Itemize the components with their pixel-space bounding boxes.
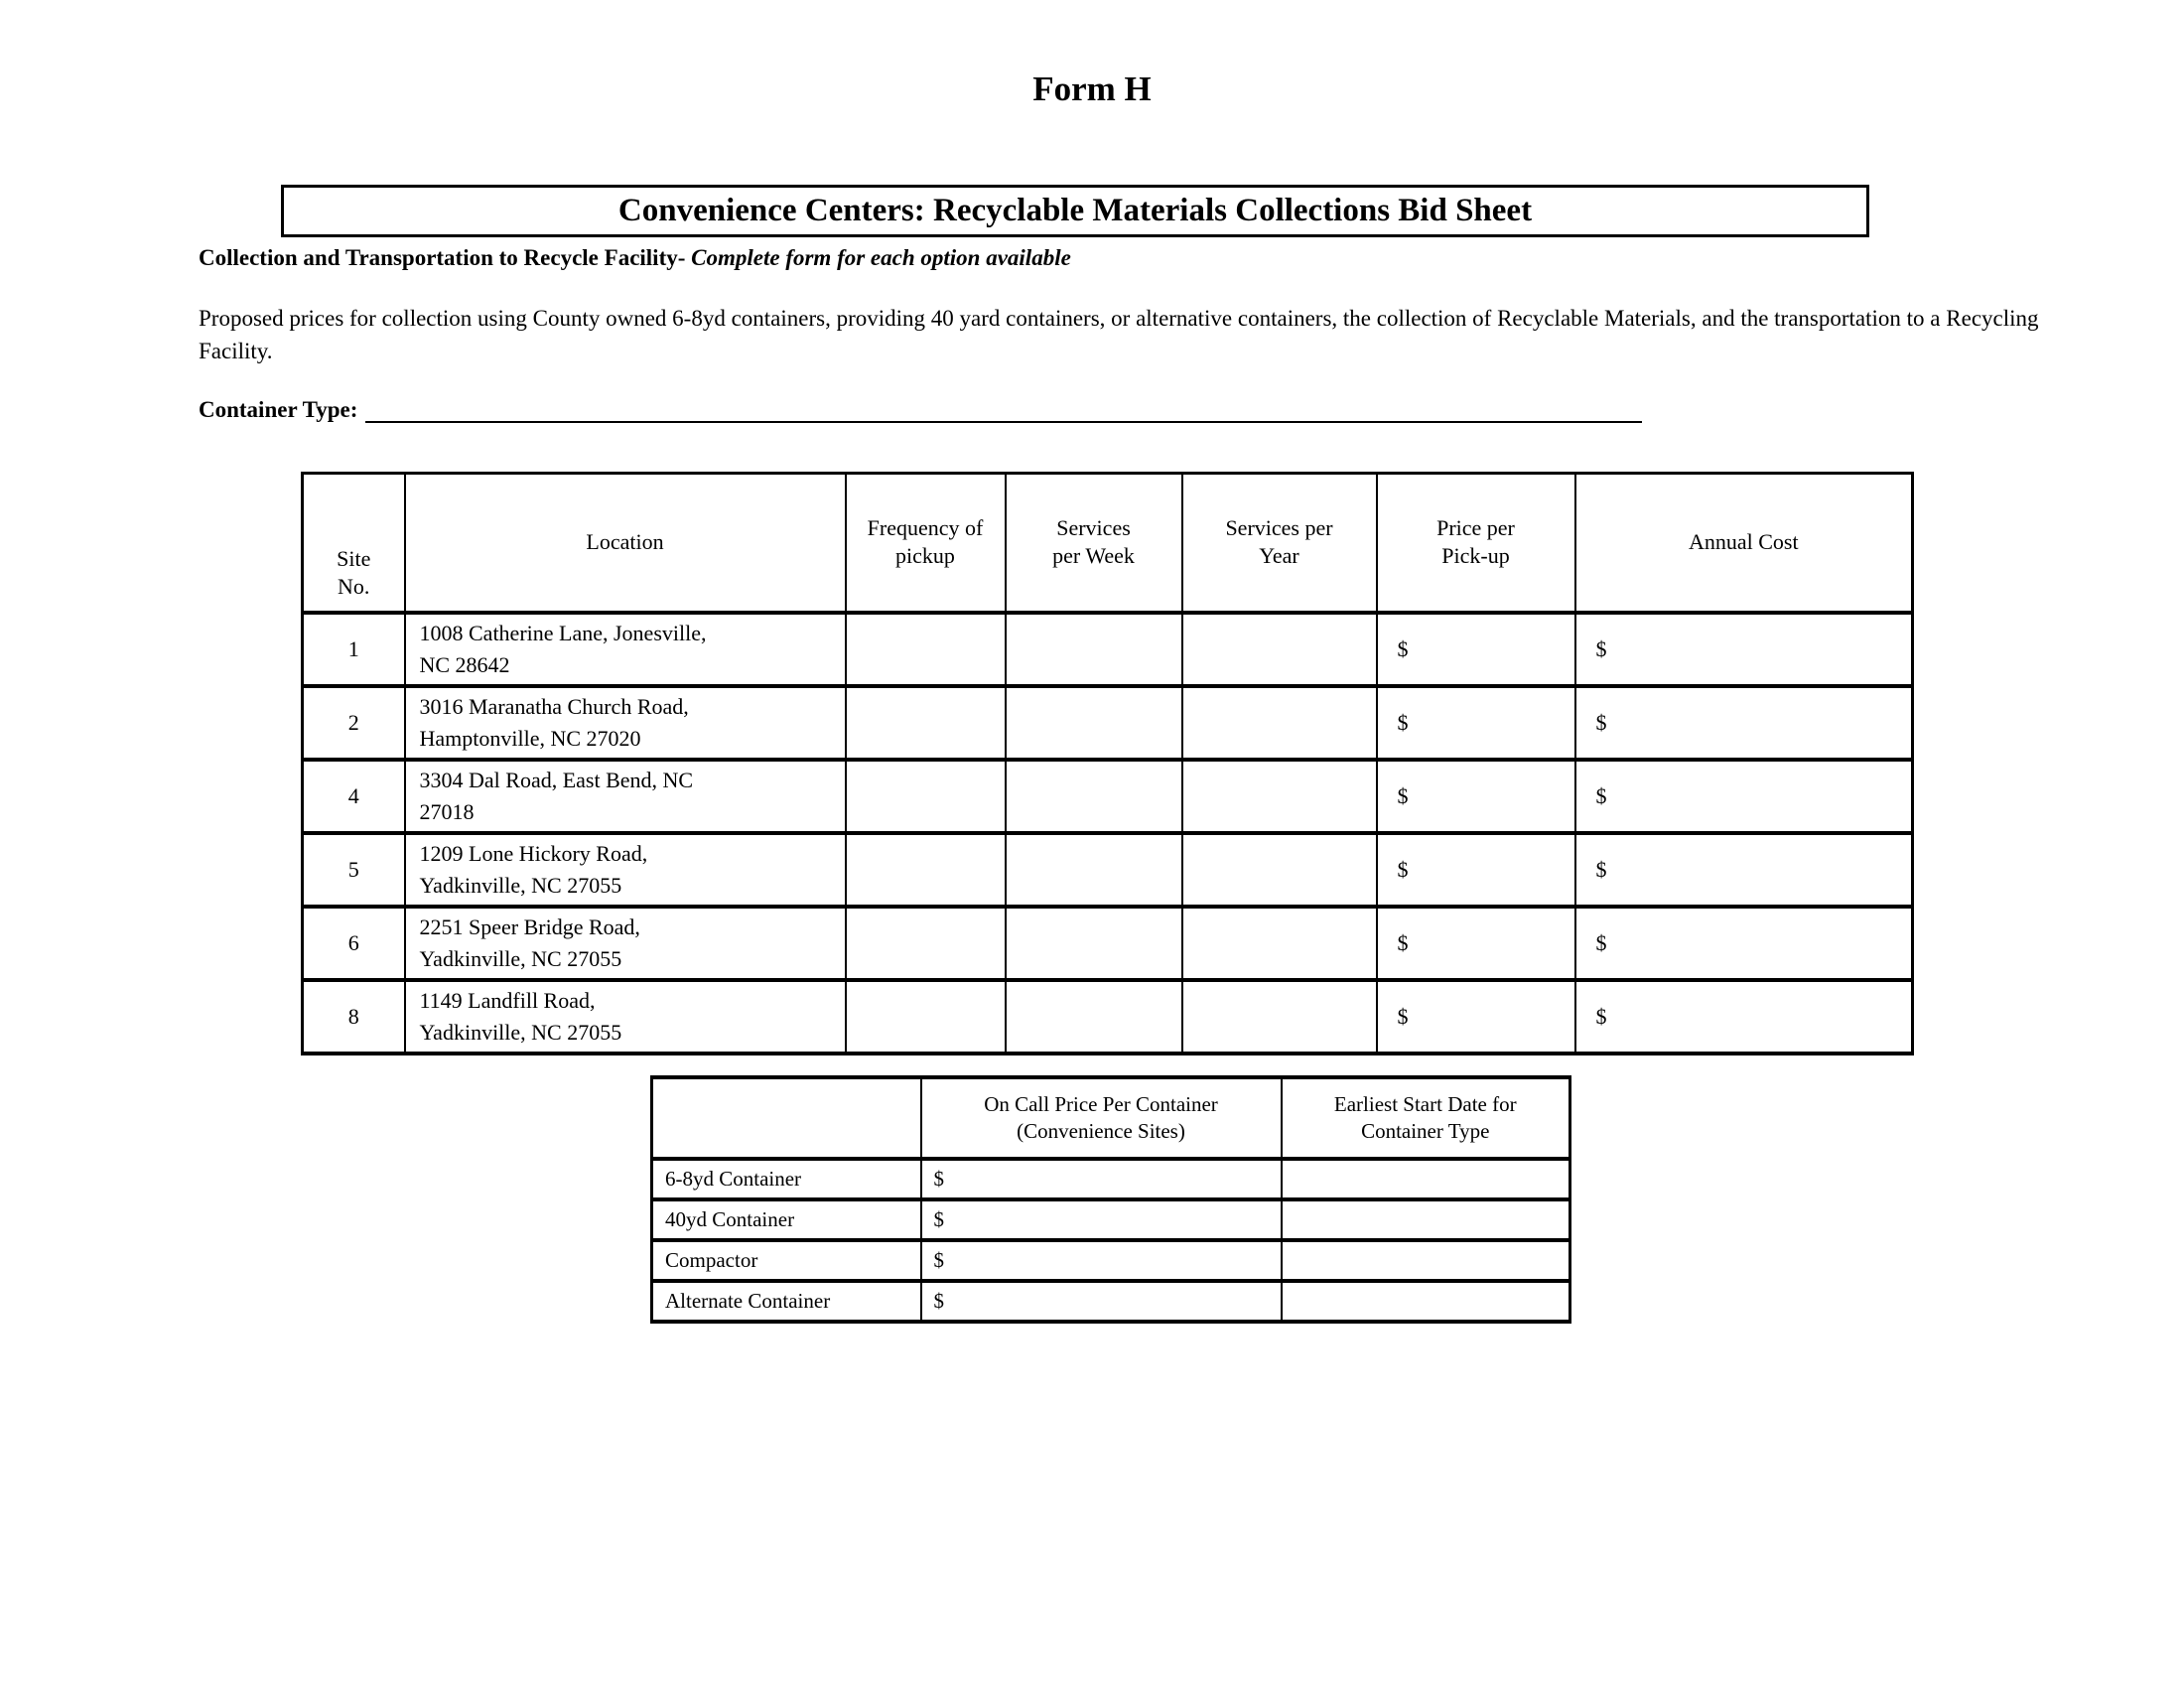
dollar-sign: $ <box>1595 709 1607 735</box>
services-week-input-cell[interactable] <box>1006 907 1182 980</box>
site-no-cell: 5 <box>303 833 405 907</box>
annual-cost-input-cell[interactable] <box>1575 686 1913 760</box>
services-week-input-cell[interactable] <box>1006 833 1182 907</box>
services-week-input-cell[interactable] <box>1006 760 1182 833</box>
table-row-site-1 <box>303 613 1913 686</box>
location-cell: 3304 Dal Road, East Bend, NC 27018 <box>405 760 846 833</box>
container-label: 40yd Container <box>652 1199 921 1240</box>
location-cell: 2251 Speer Bridge Road, Yadkinville, NC 27055 <box>405 907 846 980</box>
location-cell: 1149 Landfill Road, Yadkinville, NC 27055 <box>405 980 846 1054</box>
header-services-per-week: Services per Week <box>1006 474 1182 613</box>
dollar-sign: $ <box>1397 782 1409 808</box>
price-per-pickup-input-cell[interactable] <box>1377 613 1575 686</box>
site-no-cell: 2 <box>303 686 405 760</box>
services-year-input-cell[interactable] <box>1182 760 1377 833</box>
start-date-input-cell[interactable] <box>1282 1240 1570 1281</box>
table-row-site-2 <box>303 686 1913 760</box>
location-cell: 1209 Lone Hickory Road, Yadkinville, NC 27055 <box>405 833 846 907</box>
header-blank <box>652 1077 921 1159</box>
container-type-fill-in-line[interactable] <box>365 393 1642 423</box>
header-frequency: Frequency of pickup <box>846 474 1006 613</box>
container-type-row <box>199 393 1642 423</box>
header-price-per-pickup: Price per Pick-up <box>1377 474 1575 613</box>
annual-cost-input-cell[interactable] <box>1575 980 1913 1054</box>
services-year-input-cell[interactable] <box>1182 613 1377 686</box>
subtitle-italic-text: Complete form for each option available <box>691 245 1071 270</box>
dollar-sign: $ <box>1595 635 1607 661</box>
on-call-row-40yd <box>652 1199 1570 1240</box>
site-no-cell: 4 <box>303 760 405 833</box>
services-week-input-cell[interactable] <box>1006 980 1182 1054</box>
frequency-input-cell[interactable] <box>846 833 1006 907</box>
frequency-input-cell[interactable] <box>846 980 1006 1054</box>
services-year-input-cell[interactable] <box>1182 833 1377 907</box>
on-call-price-input-cell[interactable] <box>921 1159 1282 1199</box>
table-row-site-6 <box>303 907 1913 980</box>
dollar-sign: $ <box>1397 1003 1409 1029</box>
subtitle <box>199 245 1071 271</box>
bid-table-header-row <box>303 474 1913 613</box>
start-date-input-cell[interactable] <box>1282 1281 1570 1322</box>
services-year-input-cell[interactable] <box>1182 686 1377 760</box>
dollar-sign: $ <box>1397 709 1409 735</box>
annual-cost-input-cell[interactable] <box>1575 613 1913 686</box>
frequency-input-cell[interactable] <box>846 760 1006 833</box>
on-call-price-table <box>650 1075 1571 1324</box>
on-call-header-row <box>652 1077 1570 1159</box>
subtitle-bold-text: Collection and Transportation to Recycle Facility- <box>199 245 686 270</box>
dollar-sign: $ <box>1397 929 1409 955</box>
location-cell: 3016 Maranatha Church Road, Hamptonville, NC 27020 <box>405 686 846 760</box>
container-type-label: Container Type: <box>199 397 358 422</box>
header-earliest-start-date: Earliest Start Date for Container Type <box>1282 1077 1570 1159</box>
container-label: Compactor <box>652 1240 921 1281</box>
price-per-pickup-input-cell[interactable] <box>1377 686 1575 760</box>
header-on-call-price: On Call Price Per Container (Convenience Sites) <box>921 1077 1282 1159</box>
frequency-input-cell[interactable] <box>846 907 1006 980</box>
dollar-sign: $ <box>1595 856 1607 882</box>
dollar-sign: $ <box>1397 635 1409 661</box>
dollar-sign: $ <box>1397 856 1409 882</box>
on-call-price-input-cell[interactable] <box>921 1281 1282 1322</box>
services-year-input-cell[interactable] <box>1182 907 1377 980</box>
site-no-cell: 1 <box>303 613 405 686</box>
services-week-input-cell[interactable] <box>1006 613 1182 686</box>
container-label: 6-8yd Container <box>652 1159 921 1199</box>
form-number-heading: Form H <box>1032 70 1152 108</box>
start-date-input-cell[interactable] <box>1282 1159 1570 1199</box>
container-label: Alternate Container <box>652 1281 921 1322</box>
on-call-row-alternate <box>652 1281 1570 1322</box>
on-call-price-input-cell[interactable] <box>921 1240 1282 1281</box>
on-call-price-input-cell[interactable] <box>921 1199 1282 1240</box>
dollar-sign: $ <box>933 1289 944 1313</box>
start-date-input-cell[interactable] <box>1282 1199 1570 1240</box>
intro-paragraph: Proposed prices for collection using County owned 6-8yd containers, providing 40 yard containers, or alternative containers, the collection of Recyclable Materials, and the transportation to a Recycling Facility. <box>199 306 2039 363</box>
location-cell: 1008 Catherine Lane, Jonesville, NC 28642 <box>405 613 846 686</box>
title-box <box>281 185 1869 237</box>
annual-cost-input-cell[interactable] <box>1575 760 1913 833</box>
price-per-pickup-input-cell[interactable] <box>1377 760 1575 833</box>
dollar-sign: $ <box>933 1207 944 1231</box>
annual-cost-input-cell[interactable] <box>1575 907 1913 980</box>
dollar-sign: $ <box>1595 1003 1607 1029</box>
table-row-site-5 <box>303 833 1913 907</box>
dollar-sign: $ <box>1595 929 1607 955</box>
dollar-sign: $ <box>933 1248 944 1272</box>
annual-cost-input-cell[interactable] <box>1575 833 1913 907</box>
on-call-row-compactor <box>652 1240 1570 1281</box>
price-per-pickup-input-cell[interactable] <box>1377 980 1575 1054</box>
services-week-input-cell[interactable] <box>1006 686 1182 760</box>
frequency-input-cell[interactable] <box>846 613 1006 686</box>
price-per-pickup-input-cell[interactable] <box>1377 907 1575 980</box>
header-site-no: Site No. <box>303 474 405 613</box>
header-services-per-year: Services per Year <box>1182 474 1377 613</box>
header-location: Location <box>405 474 846 613</box>
document-title: Convenience Centers: Recyclable Materials Collections Bid Sheet <box>617 193 1533 228</box>
on-call-row-6-8yd <box>652 1159 1570 1199</box>
header-annual-cost: Annual Cost <box>1575 474 1913 613</box>
site-no-cell: 8 <box>303 980 405 1054</box>
frequency-input-cell[interactable] <box>846 686 1006 760</box>
table-row-site-8 <box>303 980 1913 1054</box>
price-per-pickup-input-cell[interactable] <box>1377 833 1575 907</box>
dollar-sign: $ <box>1595 782 1607 808</box>
dollar-sign: $ <box>933 1167 944 1191</box>
table-row-site-4 <box>303 760 1913 833</box>
site-no-cell: 6 <box>303 907 405 980</box>
bid-table <box>301 472 1914 1055</box>
services-year-input-cell[interactable] <box>1182 980 1377 1054</box>
